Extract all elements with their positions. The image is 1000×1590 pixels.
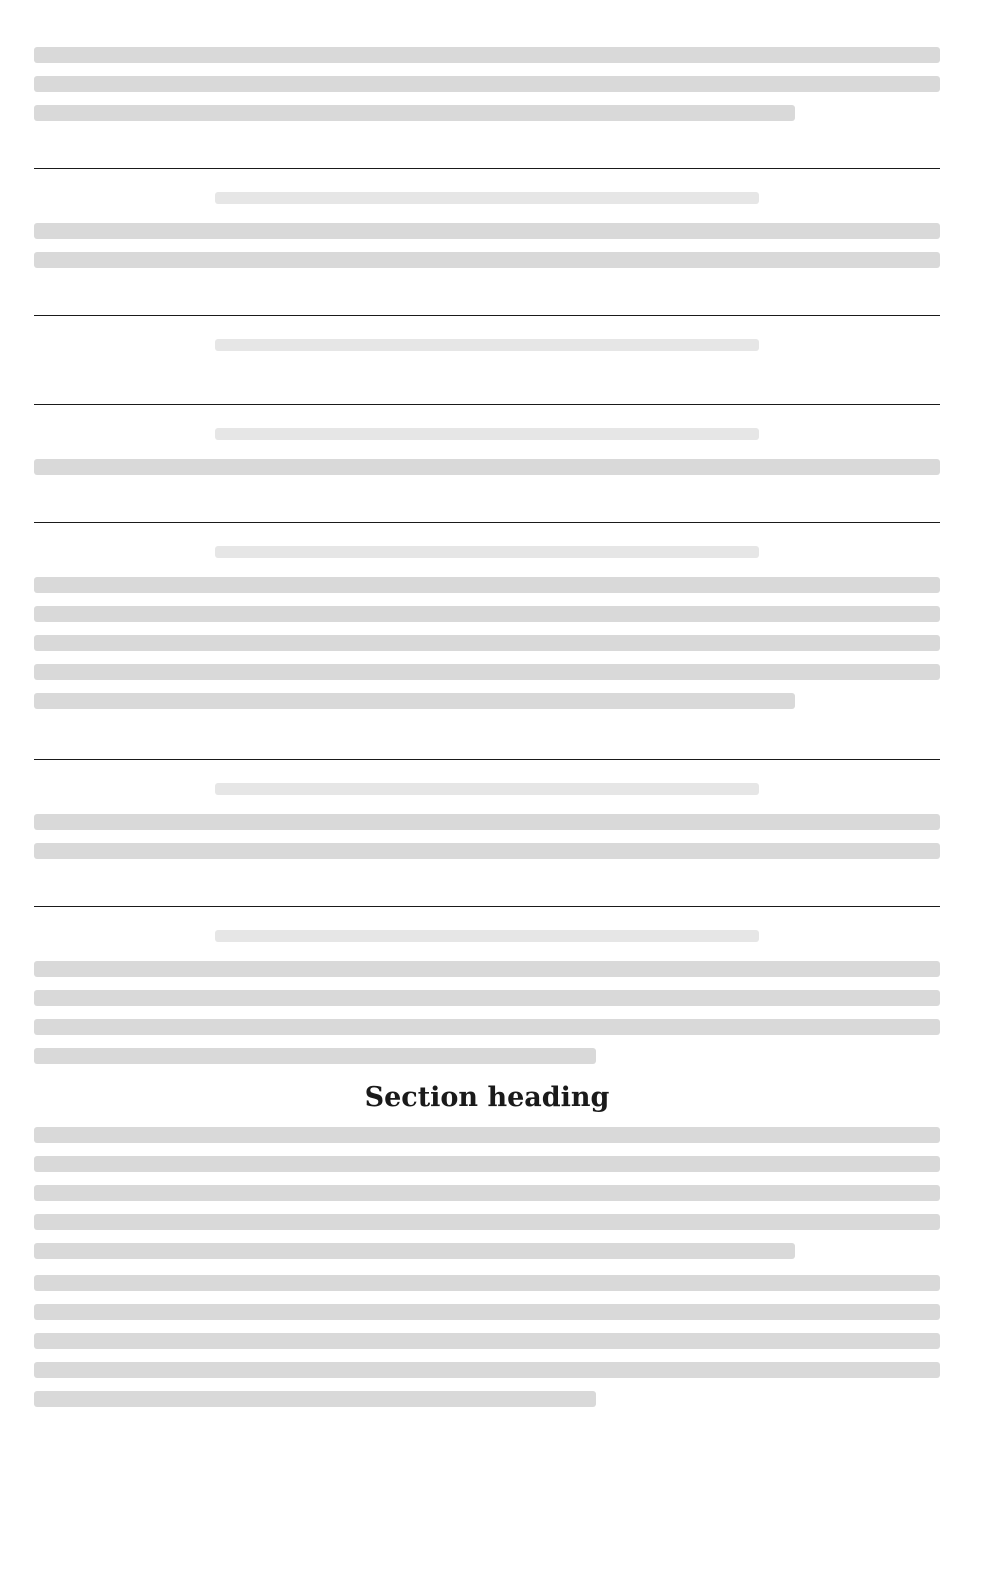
text-line [34,961,940,977]
paragraph [34,961,940,1064]
paragraph-bold [34,577,940,709]
text-line [34,990,940,1006]
paragraph [34,1275,940,1407]
fill-in-blank[interactable] [34,134,940,169]
text-line [34,252,940,268]
text-line [34,1019,940,1035]
field-hint [34,776,940,800]
paragraph [34,47,940,169]
text-line [34,1304,940,1320]
text-line [34,76,940,92]
text-line [34,1185,940,1201]
text-line [34,577,940,593]
text-line [34,664,940,680]
field-hint [34,539,940,563]
text-line [34,843,940,859]
fill-in-blank[interactable] [34,488,940,523]
text-line [34,1391,596,1407]
field-hint [34,332,940,356]
field-hint [34,421,940,445]
fill-in-blank[interactable] [34,872,940,907]
text-line [34,1275,940,1291]
text-line [34,635,940,651]
field-hint [34,185,940,209]
text-line [34,1333,940,1349]
paragraph [34,814,940,907]
text-line [34,1214,940,1230]
fill-in-blank[interactable] [34,370,940,405]
text-line [34,1362,940,1378]
paragraph [34,370,940,405]
text-line [34,47,940,63]
field-hint [34,923,940,947]
text-line [34,814,940,830]
text-line [34,693,795,709]
paragraph [34,1127,940,1259]
paragraph [34,725,940,760]
paragraph [34,223,940,316]
text-line [34,223,940,239]
fill-in-blank[interactable] [34,281,940,316]
text-line [34,1127,940,1143]
text-line [34,105,795,121]
text-line [34,1048,596,1064]
section-heading: Section heading [364,1082,610,1113]
text-line [34,459,940,475]
text-line [34,1156,940,1172]
text-line [34,1243,795,1259]
text-line [34,606,940,622]
fill-in-blank[interactable] [34,725,940,760]
paragraph [34,459,940,523]
